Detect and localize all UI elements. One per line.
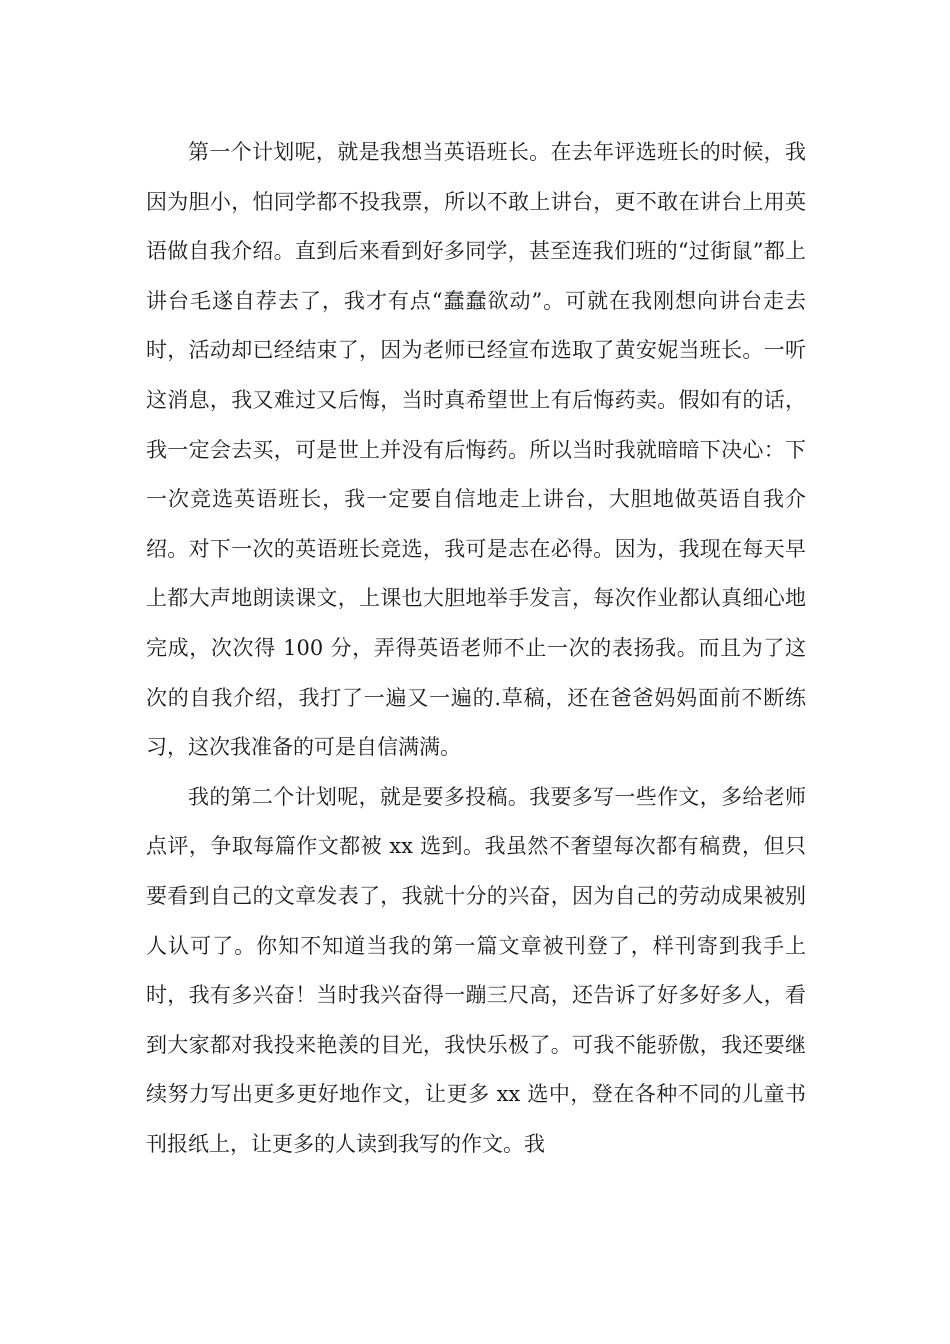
document-body — [146, 128, 806, 1169]
paragraph-first-plan: 第一个计划呢，就是我想当英语班长。在去年评选班长的时候，我因为胆小，怕同学都不投我票，所以不敢上讲台，更不敢在讲台上用英语做自我介绍。直到后来看到好多同学，甚至连我们班的“过街鼠”都上讲台毛遂自荐去了，我才有点“蠢蠢欲动”。可就在我刚想向讲台走去时，活动却已经结束了，因为老师已经宣布选取了黄安妮当班长。一听这消息，我又难过又后悔，当时真希望世上有后悔药卖。假如有的话，我一定会去买，可是世上并没有后悔药。所以当时我就暗暗下决心：下一次竞选英语班长，我一定要自信地走上讲台，大胆地做英语自我介绍。对下一次的英语班长竞选，我可是志在必得。因为，我现在每天早上都大声地朗读课文，上课也大胆地举手发言，每次作业都认真细心地完成，次次得 100 分，弄得英语老师不止一次的表扬我。而且为了这次的自我介绍，我打了一遍又一遍的.草稿，还在爸爸妈妈面前不断练习，这次我准备的可是自信满满。 — [146, 140, 806, 760]
paragraph-second-plan: 我的第二个计划呢，就是要多投稿。我要多写一些作文，多给老师点评，争取每篇作文都被 xx 选到。我虽然不奢望每次都有稿费，但只要看到自己的文章发表了，我就十分的兴奋，因为自己的劳动成果被别人认可了。你知不知道当我的第一篇文章被刊登了，样刊寄到我手上时，我有多兴奋！当时我兴奋得一蹦三尺高，还告诉了好多好多人，看到大家都对我投来艳羡的目光，我快乐极了。可我不能骄傲，我还要继续努力写出更多更好地作文，让更多 xx 选中，登在各种不同的儿童书刊报纸上，让更多的人读到我写的作文。我 — [146, 784, 806, 1156]
